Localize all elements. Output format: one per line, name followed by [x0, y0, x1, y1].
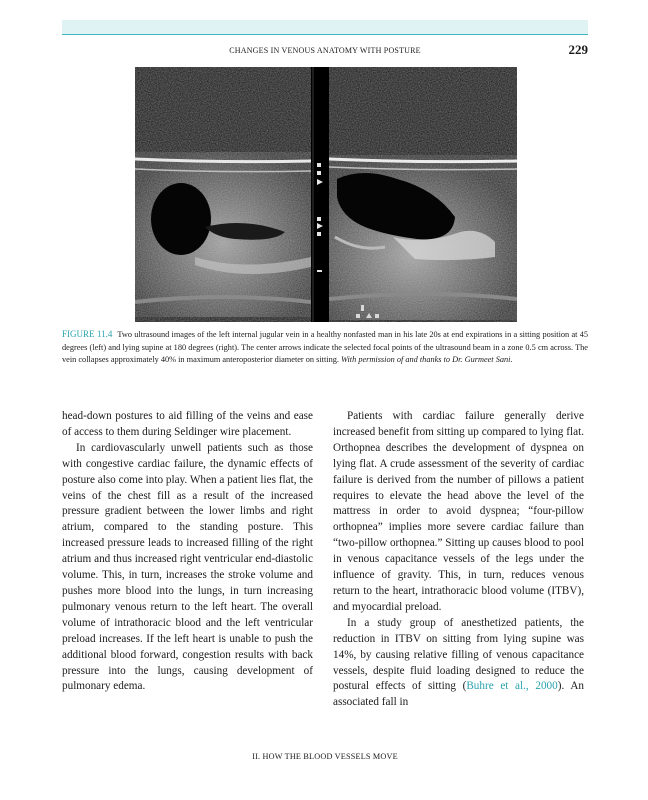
- left-ultrasound-panel: [135, 67, 311, 322]
- paragraph: [333, 616, 584, 711]
- figure-caption: [62, 328, 588, 367]
- page-number: 229: [568, 42, 588, 57]
- paragraph: head-down postures to aid filling of the veins and ease of access to them during Seldinger wire placement.: [62, 410, 313, 438]
- ultrasound-image: [135, 67, 517, 322]
- footer-section-title: II. HOW THE BLOOD VESSELS MOVE: [252, 752, 398, 761]
- paragraph: Patients with cardiac failure generally derive increased benefit from sitting up compared to lying flat. Orthopnea describes the development of dyspnea on lying flat. A crude assessment of the severity of cardiac failure is derived from the number of pillows a patient requires to elevate the head above the level of the mattress in order to avoid dyspnea; “four-pillow orthopnea” implies more severe cardiac failure than “two-pillow orthopnea.” Sitting up causes blood to pool in venous capacitance vessels of the legs under the influence of gravity. This, in turn, reduces venous return to the heart, intrathoracic blood volume (ITBV), and myocardial preload.: [333, 410, 584, 613]
- running-title: CHANGES IN VENOUS ANATOMY WITH POSTURE: [229, 46, 421, 55]
- right-column: [333, 409, 584, 711]
- paragraph-text: In a study group of anesthetized patients, the reduction in ITBV on sitting from lying supine was 14%, by causing relative filling of venous capacitance vessels, despite fluid loading designed to reduce the postural effects of sitting (: [333, 616, 584, 693]
- figure-label: FIGURE 11.4: [62, 329, 113, 339]
- header-band: [62, 20, 588, 34]
- left-column: [62, 409, 313, 695]
- paragraph-text: ). An associated fall in: [333, 680, 584, 709]
- caption-text: Two ultrasound images of the left internal jugular vein in a healthy nonfasted man in his late 20s at end expirations in a sitting position at 45 degrees (left) and lying supine at 180 degrees (right). The center arrows indicate the selected focal points of the ultrasound beam in a zone 0.5 cm across. The vein collapses approximately 40% in maximum anteroposterior diameter on sitting.: [62, 330, 588, 365]
- right-ultrasound-panel: [329, 67, 517, 322]
- left-jugular-vein: [151, 183, 211, 255]
- header-rule: [62, 34, 588, 35]
- citation-link[interactable]: Buhre et al., 2000: [466, 680, 558, 693]
- center-divider: [311, 67, 329, 322]
- paragraph: In cardiovascularly unwell patients such as those with congestive cardiac failure, the dynamic effects of posture also come into play. When a patient lies flat, the veins of the chest fill as a result of the increased pressure gradient between the lower limbs and right atrium, compared to the standing posture. This increased pressure leads to increased filling of the right atrium and thus increased right ventricular end-diastolic volume. This, in turn, increases the stroke volume and pushes more blood into the lungs, in turn increasing pulmonary venous return to the left heart. The overall volume of intrathoracic blood and the left ventricular preload increases. If the left heart is unable to push the additional blood forward, congestion results with back pressure into the lungs, causing development of pulmonary edema.: [62, 441, 313, 693]
- running-head: [62, 42, 588, 58]
- ultrasound-figure: [135, 67, 517, 322]
- caption-credit: With permission of and thanks to Dr. Gurmeet Sani.: [341, 355, 513, 365]
